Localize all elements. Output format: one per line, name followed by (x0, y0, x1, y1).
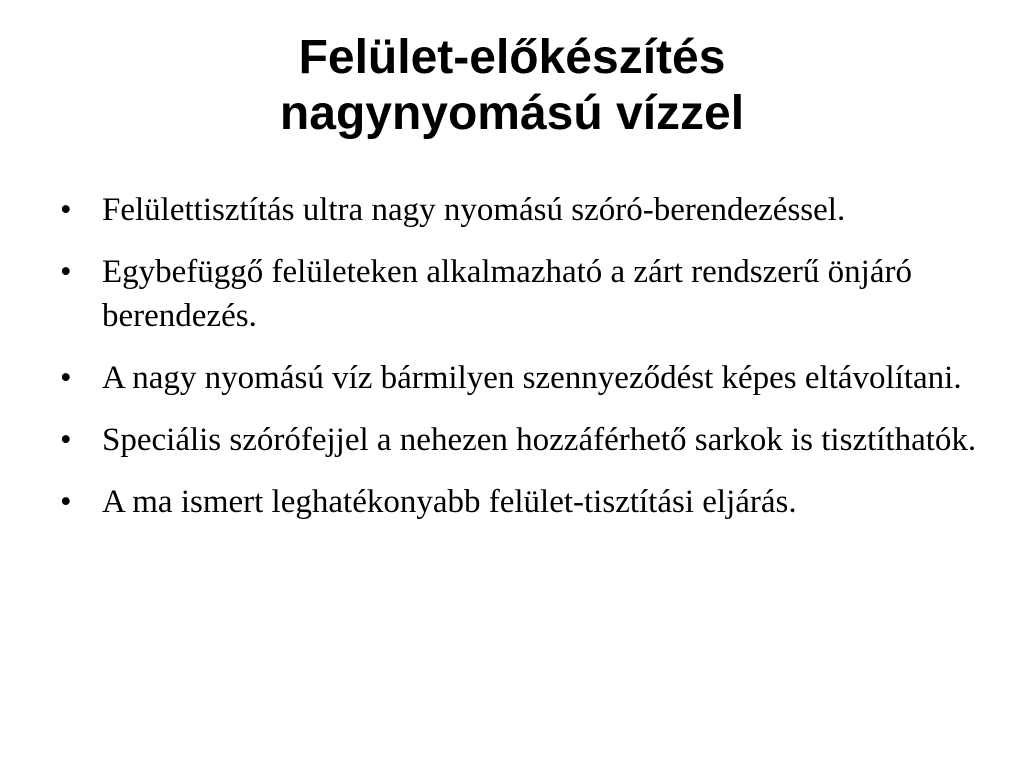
slide-title (0, 30, 1024, 142)
bullet-icon: • (60, 484, 72, 520)
slide-title-line-2: nagynyomású vízzel (279, 87, 745, 140)
bullet-list (60, 188, 980, 542)
bullet-icon: • (60, 422, 72, 458)
bullet-item (60, 480, 980, 524)
slide-title-line-1: Felület-előkészítés (298, 31, 726, 84)
bullet-icon: • (60, 360, 72, 396)
bullet-item (60, 250, 980, 338)
bullet-item (60, 188, 980, 232)
bullet-text: A ma ismert leghatékonyabb felület-tisztítási eljárás. (102, 484, 797, 520)
bullet-item (60, 418, 980, 462)
bullet-text: Egybefüggő felületeken alkalmazható a zárt rendszerű önjáró berendezés. (102, 254, 912, 334)
bullet-item (60, 356, 980, 400)
bullet-icon: • (60, 192, 72, 228)
bullet-icon: • (60, 254, 72, 290)
bullet-text: Speciális szórófejjel a nehezen hozzáférhető sarkok is tisztíthatók. (102, 422, 977, 458)
bullet-text: A nagy nyomású víz bármilyen szennyeződést képes eltávolítani. (102, 360, 962, 396)
bullet-text: Felülettisztítás ultra nagy nyomású szóró-berendezéssel. (102, 192, 846, 228)
